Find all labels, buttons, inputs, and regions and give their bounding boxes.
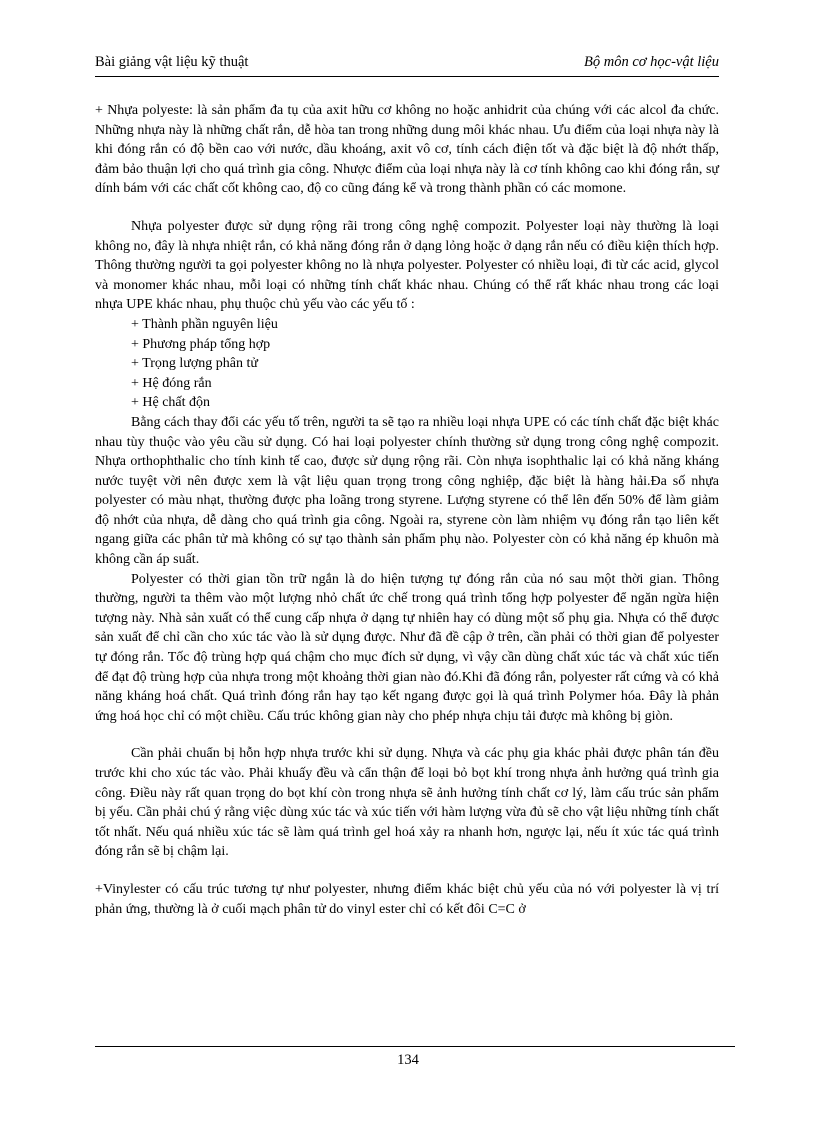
- list-item: + Thành phần nguyên liệu: [131, 316, 278, 332]
- list-item: + Phương pháp tổng hợp: [131, 336, 271, 352]
- list-item: + Trọng lượng phân tử: [131, 356, 258, 372]
- list-item: + Hệ đóng rắn: [131, 375, 212, 391]
- factor-list: [95, 315, 719, 413]
- paragraph-resin-preparation: Cần phải chuẩn bị hỗn hợp nhựa trước khi sử dụng. Nhựa và các phụ gia khác phải được phân tán đều trước khi cho xúc tác vào. Phải khuấy đều và cẩn thận để loại bỏ bọt khí trong nhựa ảnh hưởng quá trình gia công. Điều này rất quan trọng do bọt khí còn trong nhựa sẽ ảnh hưởng tính chất cơ lý, làm cấu trúc sản phẩm bị yếu. Cần phải chú ý rằng việc dùng xúc tác và xúc tiến với hàm lượng vừa đủ sẽ cho vật liệu những tính chất tốt nhất. Nếu quá nhiều xúc tác sẽ làm quá trình gel hoá xảy ra nhanh hơn, ngược lại, nếu ít xúc tác quá trình đóng rắn sẽ bị chậm lại.: [95, 746, 719, 860]
- paragraph-polyester-intro: + Nhựa polyeste: là sản phẩm đa tụ của axit hữu cơ không no hoặc anhidrit của chúng với các alcol đa chức. Những nhựa này là những chất rắn, dễ hòa tan trong những dung môi khác nhau. Ưu điểm của loại nhựa này là khi đóng rắn có độ bền cao với nước, dầu khoáng, axit vô cơ, tính cách điện tốt và đặc biệt là độ nhớt thấp, đảm bảo thuận lợi cho quá trình gia công. Nhược điểm của loại nhựa này là cơ tính không cao khi đóng rắn, sự dính bám với các chất cốt không cao, độ co cũng đáng kể và trong thành phần có các momone.: [95, 103, 719, 197]
- header-department: Bộ môn cơ học-vật liệu: [584, 54, 719, 70]
- page-number: 134: [397, 1052, 419, 1068]
- paragraph-vinylester: +Vinylester có cấu trúc tương tự như polyester, nhưng điểm khác biệt chủ yếu của nó với polyester là vị trí phản ứng, thường là ở cuối mạch phân tử do vinyl ester chỉ có kết đôi C=C ở: [95, 881, 719, 917]
- paragraph-polyester-types: Bằng cách thay đổi các yếu tố trên, người ta sẽ tạo ra nhiều loại nhựa UPE có các tính chất đặc biệt khác nhau tùy thuộc vào yêu cầu sử dụng. Có hai loại polyester chính thường sử dụng trong công nghệ compozit. Nhựa orthophthalic cho tính kinh tế cao, được sử dụng rộng rãi. Còn nhựa isophthalic lại có khả năng kháng nước tuyệt vời nên được xem là vật liệu quan trọng trong công nghiệp, đặc biệt là hàng hải.Đa số nhựa polyester có màu nhạt, thường được pha loãng trong styrene. Lượng styrene có thể lên đến 50% để làm giảm độ nhớt của nhựa, dễ dàng cho quá trình gia công. Ngoài ra, styrene còn làm nhiệm vụ đóng rắn tạo liên kết ngang giữa các phân tử mà không có sự tạo thành sản phẩm phụ nào. Polyester còn có khả năng ép khuôn mà không cần áp suất.: [95, 414, 719, 568]
- paragraph-polyester-usage: Nhựa polyester được sử dụng rộng rãi trong công nghệ compozit. Polyester loại này thường là loại không no, đây là nhựa nhiệt rắn, có khả năng đóng rắn ở dạng lỏng hoặc ở dạng rắn nếu có điều kiện thích hợp. Thông thường người ta gọi polyester không no là nhựa polyester. Polyester có nhiều loại, đi từ các acid, glycol và monomer khác nhau, mỗi loại có những tính chất khác nhau. Chúng có thể rất khác nhau trong các loại nhựa UPE khác nhau, phụ thuộc chủ yếu vào các yếu tố :: [95, 218, 719, 313]
- page-header: [95, 50, 719, 77]
- paragraph-polyester-storage: Polyester có thời gian tồn trữ ngắn là do hiện tượng tự đóng rắn của nó sau một thời gian. Thông thường, người ta thêm vào một lượng nhỏ chất ức chế trong quá trình tổng hợp polyester để ngăn ngừa hiện tượng này. Nhà sản xuất có thể cung cấp nhựa ở dạng tự nhiên hay có dùng một số phụ gia. Nhựa có thể được sản xuất để chỉ cần cho xúc tác vào là sử dụng được. Như đã đề cập ở trên, cần phải có thời gian để polyester tự đóng rắn. Tốc độ trùng hợp quá chậm cho mục đích sử dụng, vì vậy cần dùng chất xúc tác và chất xúc tiến để đạt độ trùng hợp của nhựa trong một khoảng thời gian nào đó.Khi đã đóng rắn, polyester rất cứng và có khả năng kháng hoá chất. Quá trình đóng rắn hay tạo kết ngang được gọi là quá trình Polymer hóa. Đây là phản ứng hoá học chỉ có một chiều. Cấu trúc không gian này cho phép nhựa chịu tải được mà không bị giòn.: [95, 571, 719, 724]
- footer-divider: [95, 1046, 735, 1047]
- list-item: + Hệ chất độn: [131, 395, 211, 411]
- page-body: [95, 101, 719, 919]
- header-course-title: Bài giảng vật liệu kỹ thuật: [95, 54, 249, 70]
